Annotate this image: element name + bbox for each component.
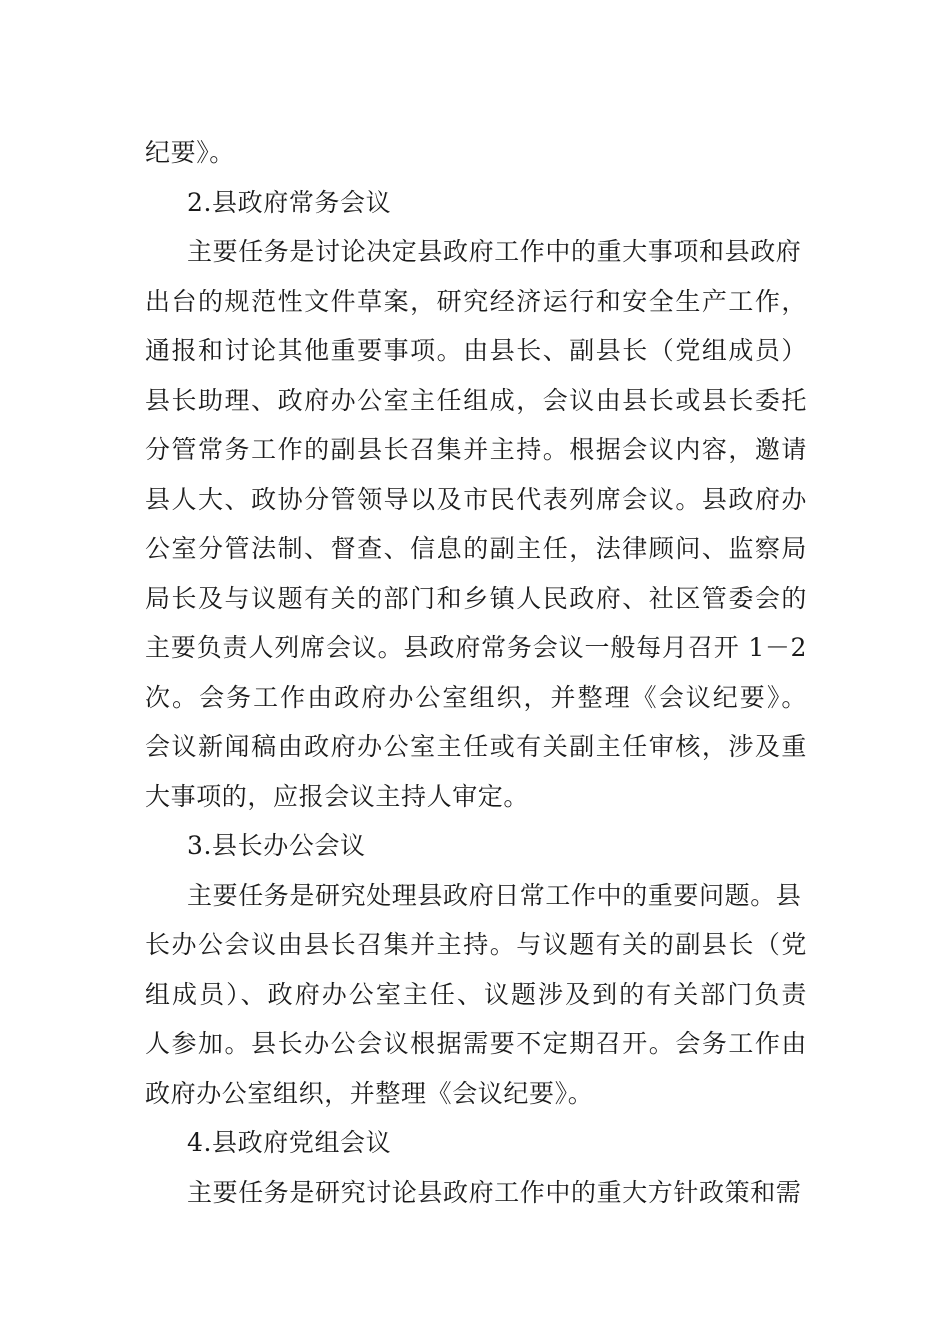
section-heading: 4.县政府党组会议 bbox=[187, 1128, 392, 1157]
text-line: 大事项的，应报会议主持人审定。 bbox=[145, 781, 530, 811]
text-line: 主要任务是讨论决定县政府工作中的重大事项和县政府 bbox=[187, 237, 802, 266]
text-line: 长办公会议由县长召集并主持。与议题有关的副县长（党 bbox=[145, 930, 807, 959]
text-line: 次。会务工作由政府办公室组织，并整理《会议纪要》。 bbox=[145, 682, 807, 712]
text-line: 县长助理、政府办公室主任组成，会议由县长或县长委托 bbox=[145, 385, 807, 415]
text-line: 通报和讨论其他重要事项。由县长、副县长（党组成员） bbox=[145, 336, 807, 365]
text-line: 主要负责人列席会议。县政府常务会议一般每月召开 1－2 bbox=[145, 633, 807, 662]
section-heading: 3.县长办公会议 bbox=[187, 831, 366, 860]
section-heading: 2.县政府常务会议 bbox=[187, 187, 392, 217]
text-line: 人参加。县长办公会议根据需要不定期召开。会务工作由 bbox=[145, 1029, 807, 1058]
text-line: 组成员）、政府办公室主任、议题涉及到的有关部门负责 bbox=[145, 979, 807, 1009]
text-line: 政府办公室组织，并整理《会议纪要》。 bbox=[145, 1078, 594, 1108]
text-line: 会议新闻稿由政府办公室主任或有关副主任审核，涉及重 bbox=[145, 732, 807, 761]
text-line: 主要任务是研究讨论县政府工作中的重大方针政策和需 bbox=[187, 1177, 802, 1207]
text-line: 纪要》。 bbox=[145, 138, 235, 167]
text-line: 主要任务是研究处理县政府日常工作中的重要问题。县 bbox=[187, 880, 802, 910]
document-page bbox=[145, 128, 807, 1217]
text-line: 县人大、政协分管领导以及市民代表列席会议。县政府办 bbox=[145, 484, 807, 514]
text-line: 出台的规范性文件草案，研究经济运行和安全生产工作， bbox=[145, 286, 807, 316]
text-line: 分管常务工作的副县长召集并主持。根据会议内容，邀请 bbox=[145, 435, 807, 464]
text-line: 局长及与议题有关的部门和乡镇人民政府、社区管委会的 bbox=[145, 583, 807, 613]
text-line: 公室分管法制、督查、信息的副主任，法律顾问、监察局 bbox=[145, 534, 807, 563]
